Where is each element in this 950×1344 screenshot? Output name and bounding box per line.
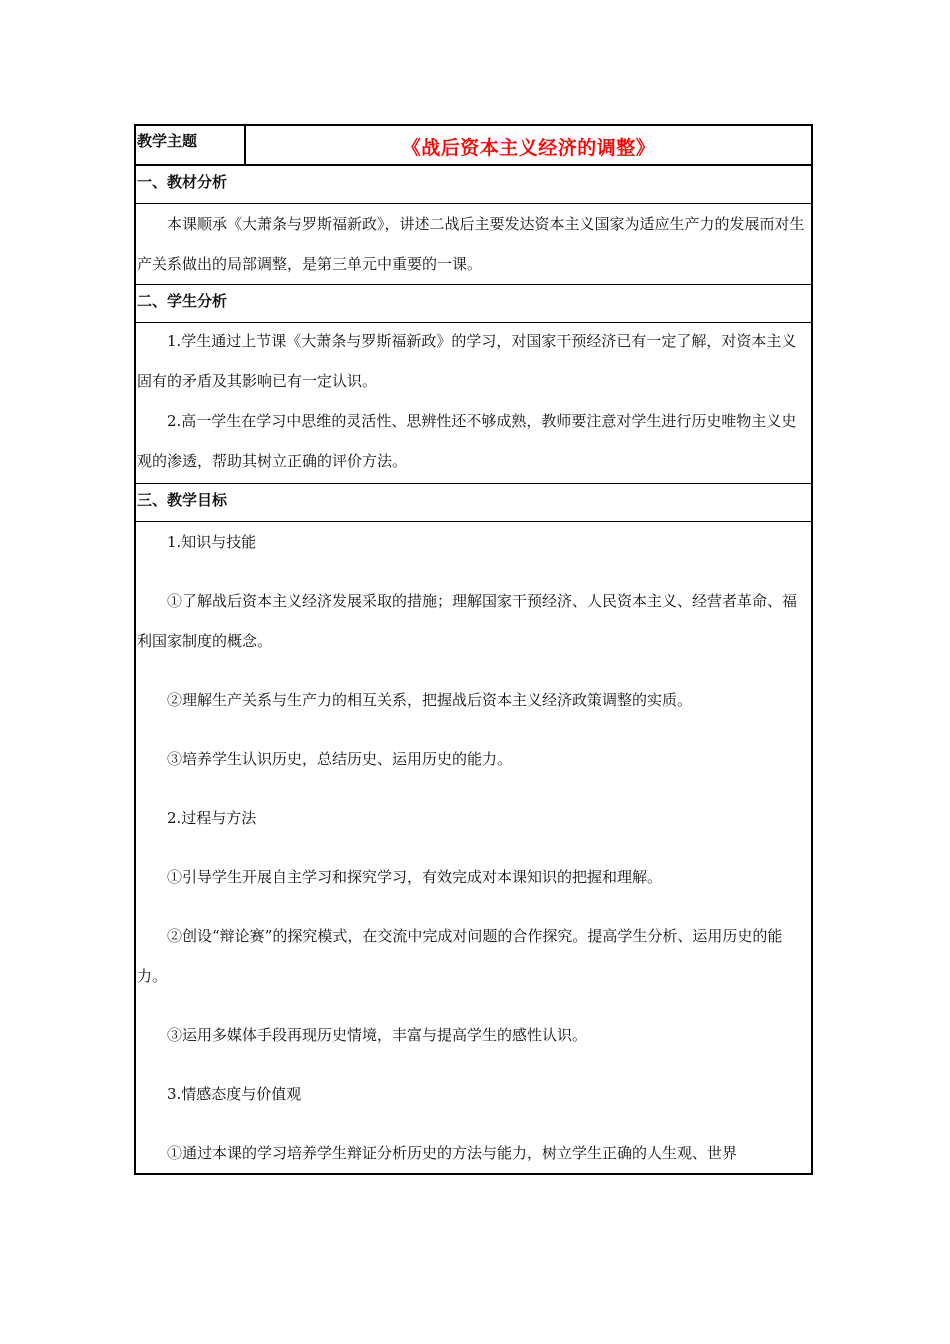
- section-heading-students: 二、学生分析: [136, 285, 811, 323]
- goal-subheading: 2.过程与方法: [167, 809, 257, 827]
- goal-item: ②创设“辩论赛”的探究模式，在交流中完成对问题的合作探究。提高学生分析、运用历史的能力。: [137, 927, 783, 985]
- goal-item: ①通过本课的学习培养学生辩证分析历史的方法与能力，树立学生正确的人生观、世界: [167, 1144, 738, 1162]
- section-body-textbook: [136, 204, 811, 285]
- section-heading-goals: 三、教学目标: [136, 484, 811, 522]
- goal-subheading: 1.知识与技能: [167, 533, 257, 551]
- section-body-students: [136, 321, 811, 484]
- goal-item: ①引导学生开展自主学习和探究学习，有效完成对本课知识的把握和理解。: [167, 868, 663, 886]
- student-analysis-item: 2.高一学生在学习中思维的灵活性、思辨性还不够成熟，教师要注意对学生进行历史唯物主义史观的渗透，帮助其树立正确的评价方法。: [137, 412, 797, 470]
- goal-item: ③运用多媒体手段再现历史情境，丰富与提高学生的感性认识。: [167, 1026, 588, 1044]
- lesson-title: 《战后资本主义经济的调整》: [401, 137, 656, 159]
- goal-subheading: 3.情感态度与价值观: [167, 1085, 302, 1103]
- topic-row: [136, 126, 811, 166]
- goal-item: ②理解生产关系与生产力的相互关系，把握战后资本主义经济政策调整的实质。: [167, 691, 693, 709]
- goal-item: ①了解战后资本主义经济发展采取的措施；理解国家干预经济、人民资本主义、经营者革命、福利国家制度的概念。: [137, 592, 798, 650]
- student-analysis-item: 1.学生通过上节课《大萧条与罗斯福新政》的学习，对国家干预经济已有一定了解，对资本主义固有的矛盾及其影响已有一定认识。: [137, 332, 797, 390]
- topic-label: 教学主题: [136, 126, 246, 164]
- section-heading-textbook: 一、教材分析: [136, 166, 811, 204]
- section-body-goals: [136, 522, 811, 1173]
- lesson-plan-table: [134, 124, 813, 1175]
- goal-item: ③培养学生认识历史，总结历史、运用历史的能力。: [167, 750, 513, 768]
- textbook-analysis-text: 本课顺承《大萧条与罗斯福新政》，讲述二战后主要发达资本主义国家为适应生产力的发展而对生产关系做出的局部调整，是第三单元中重要的一课。: [137, 215, 805, 273]
